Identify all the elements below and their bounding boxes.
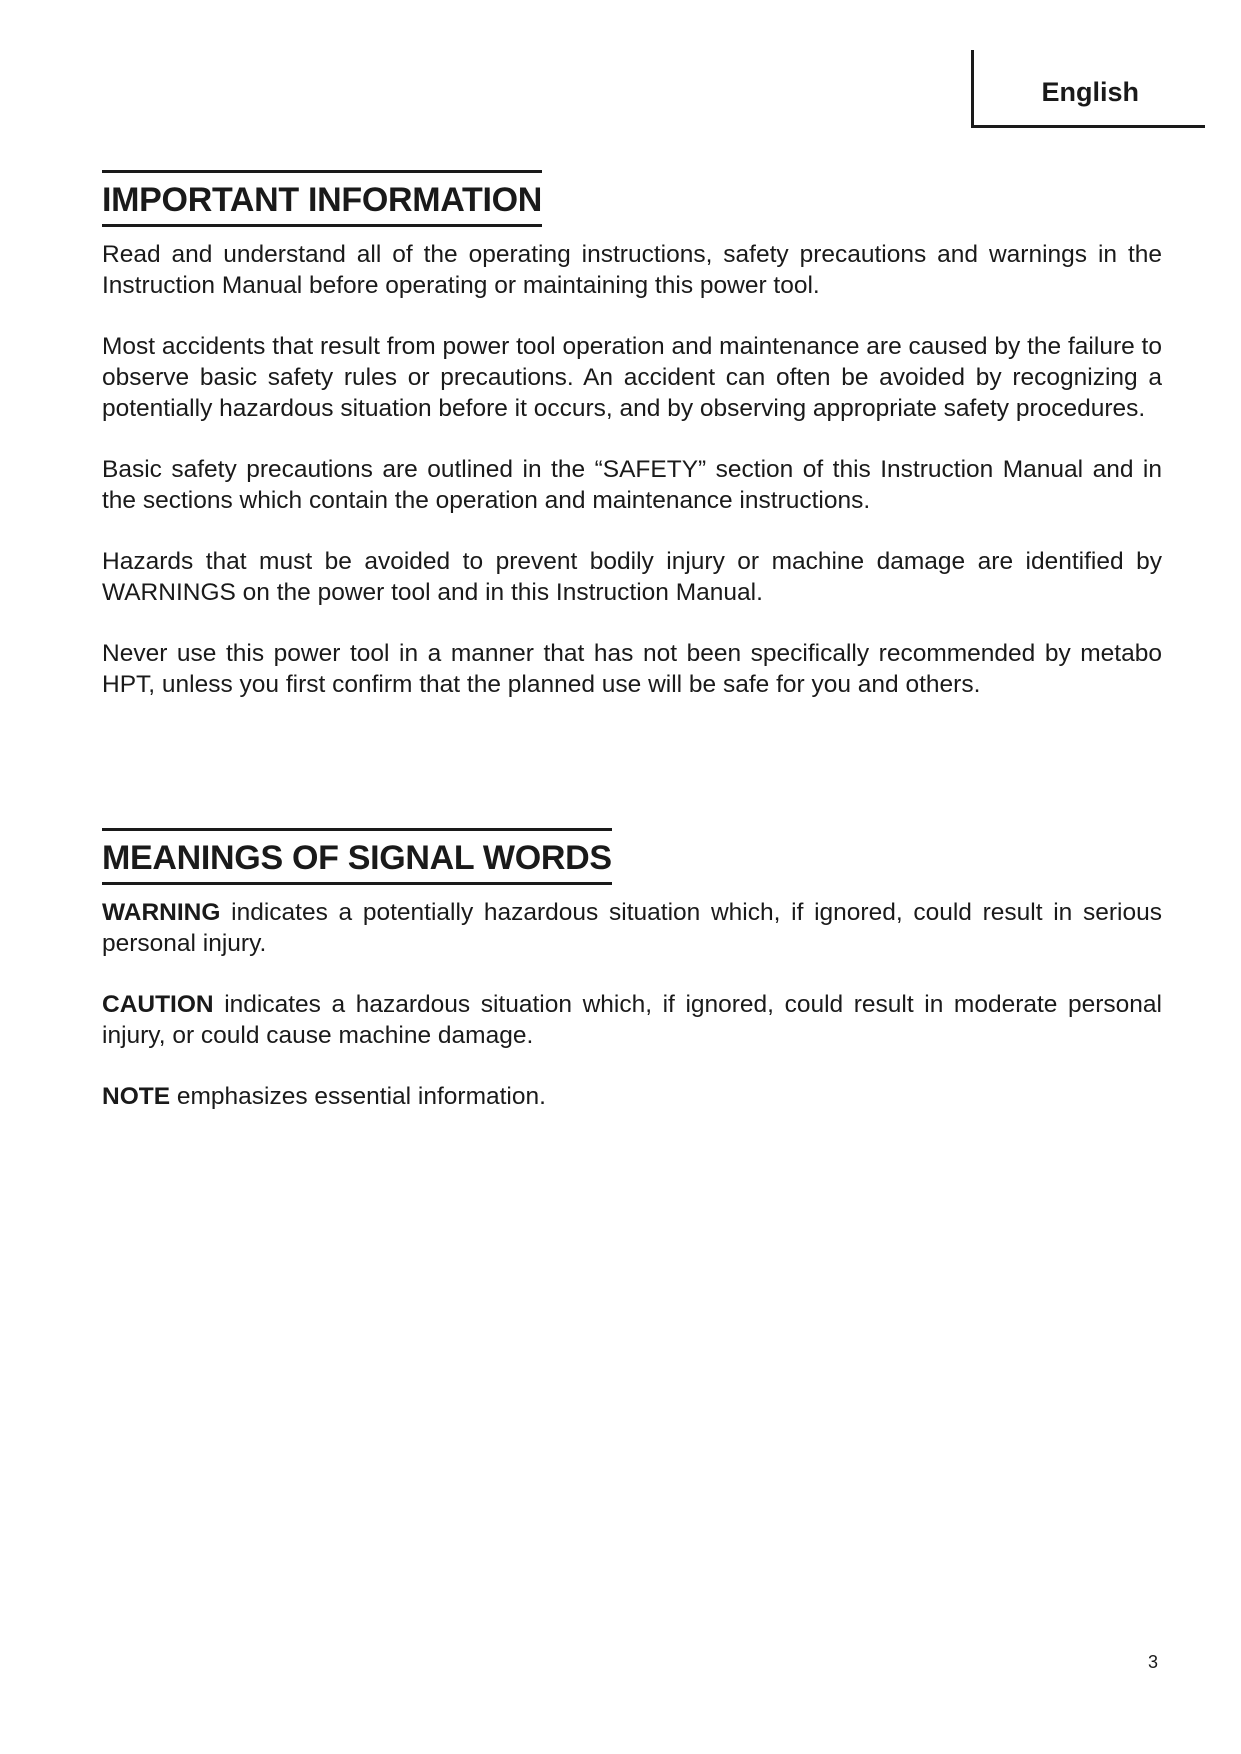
section-heading: IMPORTANT INFORMATION	[102, 170, 542, 227]
paragraph: Most accidents that result from power tool operation and maintenance are caused by the failure to observe basic safety rules or precautions. An accident can often be avoided by recognizing a potentially hazardous situation before it occurs, and by observing appropriate safety procedures.	[102, 333, 1162, 422]
signal-word-definition	[102, 897, 1162, 959]
paragraph: Basic safety precautions are outlined in the “SAFETY” section of this Instruction Manual and in the sections which contain the operation and maintenance instructions.	[102, 456, 1162, 514]
paragraph: Read and understand all of the operating instructions, safety precautions and warnings in the Instruction Manual before operating or maintaining this power tool.	[102, 241, 1162, 299]
signal-word-text: indicates a hazardous situation which, if ignored, could result in moderate personal injury, or could cause machine damage.	[102, 991, 1162, 1049]
signal-words-section	[102, 828, 1162, 1112]
signal-word-term: NOTE	[102, 1083, 171, 1110]
signal-word-definition	[102, 989, 1162, 1051]
signal-word-term: WARNING	[102, 899, 221, 926]
paragraph: Never use this power tool in a manner that has not been specifically recommended by metabo HPT, unless you first confirm that the planned use will be safe for you and others.	[102, 640, 1162, 698]
signal-word-text: indicates a potentially hazardous situation which, if ignored, could result in serious personal injury.	[102, 899, 1162, 957]
section-heading: MEANINGS OF SIGNAL WORDS	[102, 828, 612, 885]
page-number: 3	[1148, 1652, 1159, 1672]
signal-word-text: emphasizes essential information.	[170, 1083, 546, 1110]
signal-word-term: CAUTION	[102, 991, 214, 1018]
language-tab	[971, 50, 1205, 128]
paragraph: Hazards that must be avoided to prevent bodily injury or machine damage are identified by WARNINGS on the power tool and in this Instruction Manual.	[102, 548, 1162, 606]
language-label: English	[1041, 77, 1139, 107]
signal-word-definition	[102, 1081, 1162, 1112]
important-information-section	[102, 170, 1162, 700]
